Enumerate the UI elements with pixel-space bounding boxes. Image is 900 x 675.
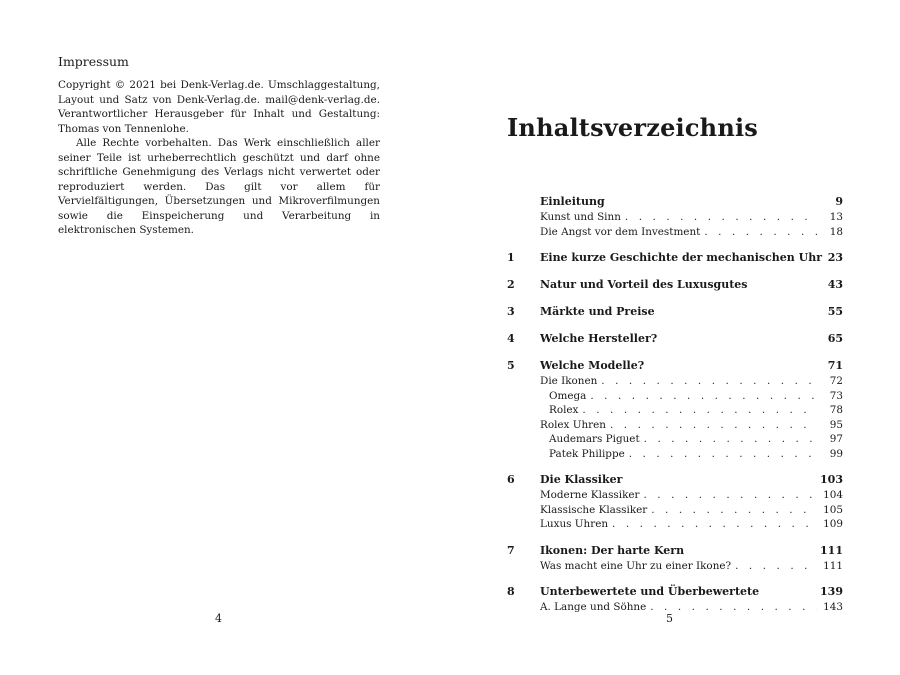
chapter-title: Eine kurze Geschichte der mechanischen Uhr — [540, 251, 822, 264]
chapter-number: 2 — [507, 278, 515, 291]
section-page: 109 — [823, 518, 843, 530]
chapter-title: Märkte und Preise — [540, 305, 655, 318]
chapter-number: 3 — [507, 305, 515, 318]
dot-leader — [597, 375, 817, 387]
toc-section-row[interactable] — [507, 375, 843, 390]
toc-chapter — [507, 305, 843, 321]
toc-chapter — [507, 251, 843, 267]
toc-section-row[interactable] — [507, 560, 843, 575]
section-title: A. Lange und Söhne — [540, 601, 647, 613]
section-title: Die Ikonen — [540, 375, 598, 387]
section-page: 18 — [829, 225, 843, 238]
chapter-number: 8 — [507, 585, 515, 598]
dot-leader — [731, 560, 817, 572]
section-title: Klassische Klassiker — [540, 503, 648, 516]
dot-leader — [647, 504, 817, 516]
dot-leader — [606, 419, 817, 431]
dot-leader — [586, 390, 817, 402]
toc-chapter-row[interactable] — [507, 544, 843, 560]
chapter-title: Natur und Vorteil des Luxusgutes — [540, 278, 748, 291]
impressum-body — [58, 78, 380, 238]
toc-section-row[interactable] — [507, 419, 843, 434]
section-page: 99 — [829, 447, 843, 460]
toc-section-row[interactable] — [507, 601, 843, 616]
toc-chapter-row[interactable] — [507, 473, 843, 489]
section-page: 78 — [829, 404, 843, 416]
section-title: Audemars Piguet — [549, 433, 640, 445]
chapter-number: 4 — [507, 332, 515, 345]
toc-chapter-row[interactable] — [507, 305, 843, 321]
toc-section-row[interactable] — [507, 211, 843, 226]
section-title: Kunst und Sinn — [540, 211, 621, 223]
dot-leader — [608, 518, 817, 530]
dot-leader — [578, 404, 817, 416]
section-title: Omega — [549, 389, 587, 402]
chapter-number: 7 — [507, 543, 515, 557]
chapter-page: 43 — [827, 278, 843, 291]
chapter-page: 23 — [827, 251, 843, 264]
section-title: Rolex Uhren — [540, 418, 606, 431]
chapter-page: 9 — [835, 195, 843, 208]
toc-section-row[interactable] — [507, 448, 843, 463]
chapter-page: 103 — [820, 473, 843, 486]
section-page: 104 — [823, 489, 843, 501]
rights-paragraph: Alle Rechte vorbehalten. Das Werk einschließlich aller seiner Teile ist urheberrechtlich geschützt und darf ohne schriftliche Genehmigung des Verlags nicht verwertet oder reproduziert werden. Das gilt vor allem für Vervielfältigungen, Übersetzungen und Mikroverfilmungen sowie die Einspeicherung und Verarbeitung in elektronischen Systemen. — [58, 137, 380, 236]
toc-chapter-row[interactable] — [507, 195, 843, 211]
chapter-page: 71 — [827, 359, 843, 372]
toc-chapter-row[interactable] — [507, 332, 843, 348]
chapter-title: Unterbewertete und Überbewertete — [540, 585, 760, 598]
toc-chapter-row[interactable] — [507, 585, 843, 601]
section-page: 95 — [829, 418, 843, 431]
section-page: 97 — [829, 433, 843, 445]
chapter-page: 139 — [820, 585, 843, 598]
page-number-left: 4 — [215, 612, 222, 625]
chapter-title: Welche Hersteller? — [540, 332, 658, 345]
section-title: Moderne Klassiker — [540, 489, 640, 501]
chapter-title: Ikonen: Der harte Kern — [540, 543, 685, 557]
chapter-title: Die Klassiker — [540, 473, 623, 486]
dot-leader — [621, 211, 817, 223]
section-title: Patek Philippe — [549, 447, 625, 460]
dot-leader — [640, 433, 817, 445]
section-page: 105 — [823, 503, 843, 516]
chapter-number: 5 — [507, 359, 515, 372]
toc-section-row[interactable] — [507, 226, 843, 241]
toc-chapter — [507, 473, 843, 533]
toc-chapter — [507, 195, 843, 240]
impressum-heading: Impressum — [58, 54, 129, 69]
toc-chapter — [507, 585, 843, 616]
toc-section-row[interactable] — [507, 404, 843, 419]
toc-chapter-row[interactable] — [507, 251, 843, 267]
toc-section-row[interactable] — [507, 504, 843, 519]
dot-leader — [625, 448, 817, 460]
dot-leader — [700, 226, 817, 238]
table-of-contents — [507, 195, 843, 616]
chapter-page: 111 — [820, 543, 843, 557]
section-page: 143 — [823, 601, 843, 613]
section-page: 72 — [829, 375, 843, 387]
right-page — [450, 0, 900, 675]
section-page: 73 — [829, 389, 843, 402]
toc-chapter — [507, 544, 843, 575]
toc-section-row[interactable] — [507, 390, 843, 405]
chapter-title: Einleitung — [540, 195, 605, 208]
toc-chapter — [507, 359, 843, 462]
toc-title: Inhaltsverzeichnis — [507, 113, 759, 142]
chapter-number: 1 — [507, 251, 515, 264]
toc-chapter — [507, 278, 843, 294]
toc-chapter-row[interactable] — [507, 278, 843, 294]
section-title: Luxus Uhren — [540, 518, 609, 530]
dot-leader — [640, 489, 818, 501]
chapter-number: 6 — [507, 473, 515, 486]
chapter-page: 55 — [827, 305, 843, 318]
section-title: Die Angst vor dem Investment — [540, 225, 701, 238]
toc-section-row[interactable] — [507, 433, 843, 448]
toc-chapter-row[interactable] — [507, 359, 843, 375]
chapter-title: Welche Modelle? — [540, 359, 645, 372]
section-page: 111 — [823, 559, 843, 572]
page-number-right: 5 — [666, 612, 673, 625]
section-title: Was macht eine Uhr zu einer Ikone? — [540, 559, 732, 572]
section-page: 13 — [829, 211, 843, 223]
copyright-paragraph: Copyright © 2021 bei Denk-Verlag.de. Umschlaggestaltung, Layout und Satz von Denk-Verlag.de. mail@denk-verlag.de. Verantwortlicher Herausgeber für Inhalt und Gestaltung: Thomas von Tennenlohe. — [58, 79, 380, 135]
section-title: Rolex — [549, 404, 579, 416]
toc-chapter — [507, 332, 843, 348]
toc-section-row[interactable] — [507, 489, 843, 504]
chapter-page: 65 — [827, 332, 843, 345]
toc-section-row[interactable] — [507, 518, 843, 533]
